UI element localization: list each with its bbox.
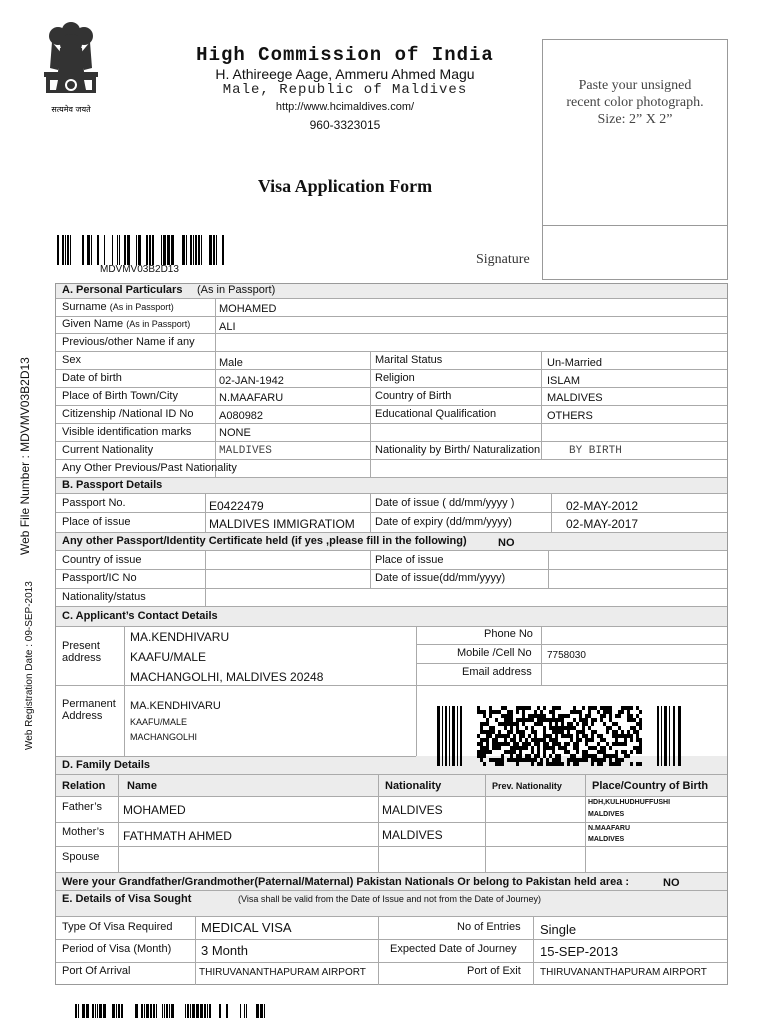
permanent-address-line: KAAFU/MALE: [130, 717, 188, 727]
education-value: OTHERS: [547, 410, 593, 422]
pob-value: N.MAAFARU: [219, 392, 284, 404]
present-address-line: MA.KENDHIVARU: [130, 630, 230, 644]
nationality-by-label: Nationality by Birth/ Naturalization: [375, 444, 541, 456]
identification-marks-value: NONE: [219, 427, 251, 439]
family-header-relation: Relation: [62, 780, 106, 792]
previous-name-label: Previous/other Name if any: [62, 336, 195, 348]
permanent-address-line: MACHANGOLHI: [130, 732, 198, 742]
permanent-address-line: MA.KENDHIVARU: [130, 700, 221, 712]
permanent-address-label: Permanent Address: [62, 698, 116, 722]
present-address-line: MACHANGOLHI, MALDIVES 20248: [130, 670, 324, 684]
other-issue-date-label: Date of issue(dd/mm/yyyy): [375, 572, 506, 584]
port-exit-label: Port of Exit: [467, 965, 521, 977]
surname-value: MOHAMED: [219, 303, 277, 315]
sex-label: Sex: [62, 354, 81, 366]
given-name-value: ALI: [219, 321, 236, 333]
family-relation: Spouse: [62, 851, 100, 863]
nationality-label: Current Nationality: [62, 444, 154, 456]
issue-date-label: Date of issue ( dd/mm/yyyy ): [375, 497, 515, 509]
citizenship-value: A080982: [219, 410, 264, 422]
section-a-title: A. Personal Particulars: [62, 284, 183, 296]
photo-instruction-line: Size: 2” X 2”: [597, 112, 673, 127]
barcode-top: [57, 235, 232, 265]
section-c-title: C. Applicant’s Contact Details: [62, 610, 218, 622]
web-file-number: Web File Number : MDVMV03B2D13: [18, 357, 32, 555]
pob-label: Place of Birth Town/City: [62, 390, 178, 402]
present-address-line: KAAFU/MALE: [130, 650, 207, 664]
given-name-note: (As in Passport): [126, 319, 191, 329]
pdf417-barcode: [437, 706, 683, 766]
sex-value: Male: [219, 357, 243, 369]
port-exit-value: THIRUVANANTHAPURAM AIRPORT: [540, 967, 707, 978]
other-nationality-label: Nationality/status: [62, 591, 146, 603]
surname-note: (As in Passport): [109, 302, 174, 312]
emblem-motto: सत्यमेव जयते: [51, 105, 91, 114]
other-country-label: Country of issue: [62, 554, 142, 566]
family-name: FATHMATH AHMED: [123, 829, 232, 843]
journey-date-value: 15-SEP-2013: [540, 944, 619, 959]
dob-label: Date of birth: [62, 372, 122, 384]
family-header-name: Name: [127, 780, 157, 792]
marital-status-label: Marital Status: [375, 354, 443, 366]
family-birth-country: MALDIVES: [588, 811, 625, 818]
expiry-date-value: 02-MAY-2017: [566, 517, 639, 531]
issue-date-value: 02-MAY-2012: [566, 499, 639, 513]
given-name-label: Given Name (As in Passport): [62, 318, 191, 330]
family-header-prev-nationality: Prev. Nationality: [492, 781, 562, 791]
family-birth-place: HDH,KULHUDHUFFUSHI: [588, 799, 671, 806]
family-birth-place: N.MAAFARU: [588, 825, 630, 832]
national-emblem-logo: [40, 18, 102, 118]
signature-box: [542, 226, 728, 280]
section-e-title: E. Details of Visa Sought: [62, 893, 192, 905]
family-relation: Father’s: [62, 801, 102, 813]
passport-no-value: E0422479: [209, 499, 264, 513]
dob-value: 02-JAN-1942: [219, 375, 284, 387]
expiry-date-label: Date of expiry (dd/mm/yyyy): [375, 516, 512, 528]
citizenship-label: Citizenship /National ID No: [62, 408, 194, 420]
visa-type-value: MEDICAL VISA: [201, 920, 292, 935]
visa-period-unit: (Month): [133, 943, 172, 955]
cob-label: Country of Birth: [375, 390, 452, 402]
family-header-nationality: Nationality: [385, 780, 442, 792]
place-of-issue-label: Place of issue: [62, 516, 131, 528]
mobile-label: Mobile /Cell No: [457, 647, 532, 659]
nationality-value: MALDIVES: [219, 445, 272, 457]
other-passport-answer: NO: [498, 537, 515, 549]
photo-instruction-line: Paste your unsigned: [578, 78, 692, 93]
visa-type-label: Type Of Visa Required: [62, 921, 173, 933]
section-d-title: D. Family Details: [62, 759, 151, 771]
web-registration-date: Web Registration Date : 09-SEP-2013: [24, 581, 35, 750]
family-nationality: MALDIVES: [382, 828, 443, 842]
education-label: Educational Qualification: [375, 408, 497, 420]
journey-date-label: Expected Date of Journey: [390, 943, 517, 955]
section-a-note: (As in Passport): [197, 284, 276, 296]
pakistan-answer: NO: [663, 877, 680, 889]
surname-label: Surname (As in Passport): [62, 301, 174, 313]
family-header-birth: Place/Country of Birth: [592, 780, 709, 792]
cob-value: MALDIVES: [547, 392, 603, 404]
visa-period-value: 3 Month: [201, 943, 248, 958]
office-address-line1: H. Athireege Aage, Ammeru Ahmed Magu: [215, 66, 475, 82]
barcode-bottom: [75, 1004, 265, 1018]
section-b-title: B. Passport Details: [62, 479, 163, 491]
phone-label: Phone No: [484, 628, 533, 640]
form-title: Visa Application Form: [257, 176, 433, 196]
port-arrival-label: Port Of Arrival: [62, 965, 131, 977]
mobile-value: 7758030: [547, 650, 586, 661]
family-relation: Mother’s: [62, 826, 105, 838]
signature-label: Signature: [476, 252, 530, 267]
previous-nationality-label: Any Other Previous/Past Nationality: [62, 462, 237, 474]
visa-period-label: Period of Visa (Month): [62, 943, 172, 955]
office-phone: 960-3323015: [309, 118, 381, 132]
photo-instructions: [542, 77, 728, 128]
entries-label: No of Entries: [457, 921, 521, 933]
section-e-note: (Visa shall be valid from the Date of Issue and not from the Date of Journey): [238, 894, 541, 904]
religion-label: Religion: [375, 372, 415, 384]
photo-instruction-line: recent color photograph.: [566, 95, 704, 110]
identification-marks-label: Visible identification marks: [62, 426, 192, 438]
nationality-by-value: BY BIRTH: [569, 445, 622, 457]
side-web-registration-date: [24, 581, 35, 760]
other-place-label: Place of issue: [375, 554, 444, 566]
email-label: Email address: [462, 666, 532, 678]
office-title: High Commission of India: [196, 44, 494, 66]
other-passport-question: Any other Passport/Identity Certificate held (if yes ,please fill in the following): [62, 535, 467, 547]
barcode-top-label: MDVMV03B2D13: [100, 264, 179, 275]
family-nationality: MALDIVES: [382, 803, 443, 817]
passport-no-label: Passport No.: [62, 497, 126, 509]
port-arrival-value: THIRUVANANTHAPURAM AIRPORT: [199, 967, 366, 978]
photo-box: [542, 39, 728, 226]
marital-status-value: Un-Married: [547, 357, 603, 369]
other-passport-no-label: Passport/IC No: [62, 572, 137, 584]
entries-value: Single: [540, 922, 577, 937]
family-name: MOHAMED: [123, 803, 186, 817]
family-birth-country: MALDIVES: [588, 836, 625, 843]
office-website: http://www.hcimaldives.com/: [275, 101, 415, 113]
place-of-issue-value: MALDIVES IMMIGRATIOM: [209, 517, 355, 531]
pakistan-question: Were your Grandfather/Grandmother(Paternal/Maternal) Pakistan Nationals Or belong to Pakistan held area :: [62, 876, 630, 888]
office-address-line2: Male, Republic of Maldives: [222, 82, 468, 98]
religion-value: ISLAM: [547, 375, 581, 387]
present-address-label: Present address: [62, 640, 102, 664]
